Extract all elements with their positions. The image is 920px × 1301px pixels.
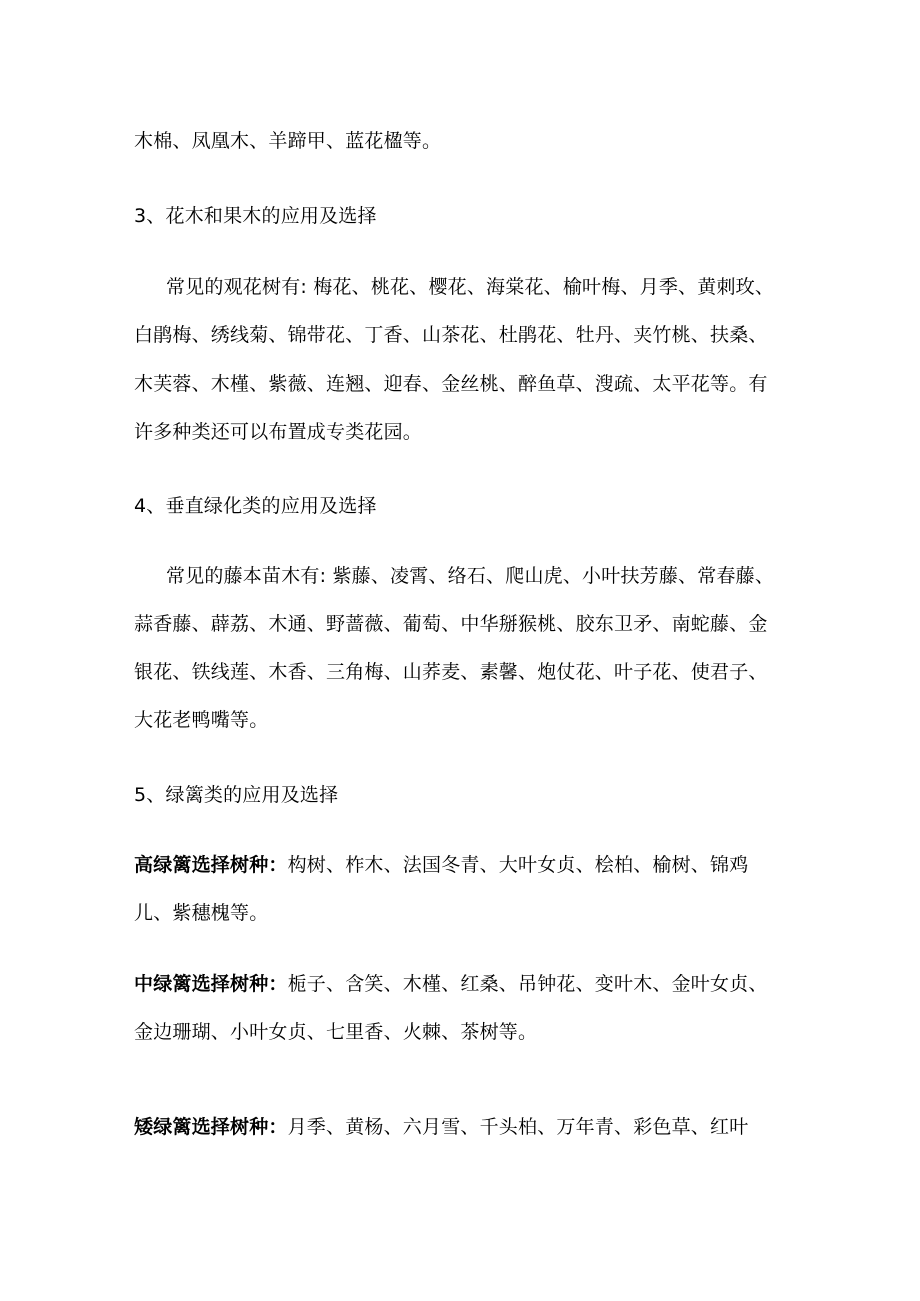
low-hedge-species: 月季、黄杨、六月雪、千头柏、万年青、彩色草、红叶 — [287, 1116, 749, 1138]
paragraph-line: 许多种类还可以布置成专类花园。 — [134, 421, 423, 443]
section-heading-5: 5、绿篱类的应用及选择 — [134, 784, 339, 806]
paragraph-line: 白鹃梅、绣线菊、锦带花、丁香、山茶花、杜鹃花、牡丹、夹竹桃、扶桑、 — [134, 324, 768, 346]
section-heading-4: 4、垂直绿化类的应用及选择 — [134, 495, 377, 517]
high-hedge-species: 构树、柞木、法国冬青、大叶女贞、桧柏、榆树、锦鸡 — [287, 854, 749, 876]
low-hedge-label: 矮绿篱选择树种： — [134, 1116, 288, 1138]
low-hedge-line — [134, 1118, 748, 1137]
paragraph-line: 木棉、凤凰木、羊蹄甲、蓝花楹等。 — [134, 130, 442, 152]
paragraph-line: 蒜香藤、薜荔、木通、野蔷薇、葡萄、中华掰猴桃、胶东卫矛、南蛇藤、金 — [134, 613, 768, 635]
mid-hedge-line — [134, 975, 768, 994]
paragraph-line: 金边珊瑚、小叶女贞、七里香、火棘、茶树等。 — [134, 1021, 538, 1043]
section-heading-3: 3、花木和果木的应用及选择 — [134, 205, 377, 227]
mid-hedge-label: 中绿篱选择树种： — [134, 973, 288, 995]
paragraph-line: 儿、紫穗槐等。 — [134, 902, 269, 924]
paragraph-line: 大花老鸭嘴等。 — [134, 709, 269, 731]
mid-hedge-species: 栀子、含笑、木槿、红桑、吊钟花、变叶木、金叶女贞、 — [287, 973, 768, 995]
paragraph-line: 常见的观花树有: 梅花、桃花、樱花、海棠花、榆叶梅、月季、黄刺玫、 — [166, 276, 775, 298]
paragraph-line: 常见的藤本苗木有: 紫藤、凌霄、络石、爬山虎、小叶扶芳藤、常春藤、 — [166, 565, 775, 587]
high-hedge-line — [134, 856, 748, 875]
high-hedge-label: 高绿篱选择树种： — [134, 854, 288, 876]
paragraph-line: 木芙蓉、木槿、紫薇、连翘、迎春、金丝桃、醉鱼草、溲疏、太平花等。有 — [134, 373, 768, 395]
paragraph-line: 银花、铁线莲、木香、三角梅、山荞麦、素馨、炮仗花、叶子花、使君子、 — [134, 661, 768, 683]
